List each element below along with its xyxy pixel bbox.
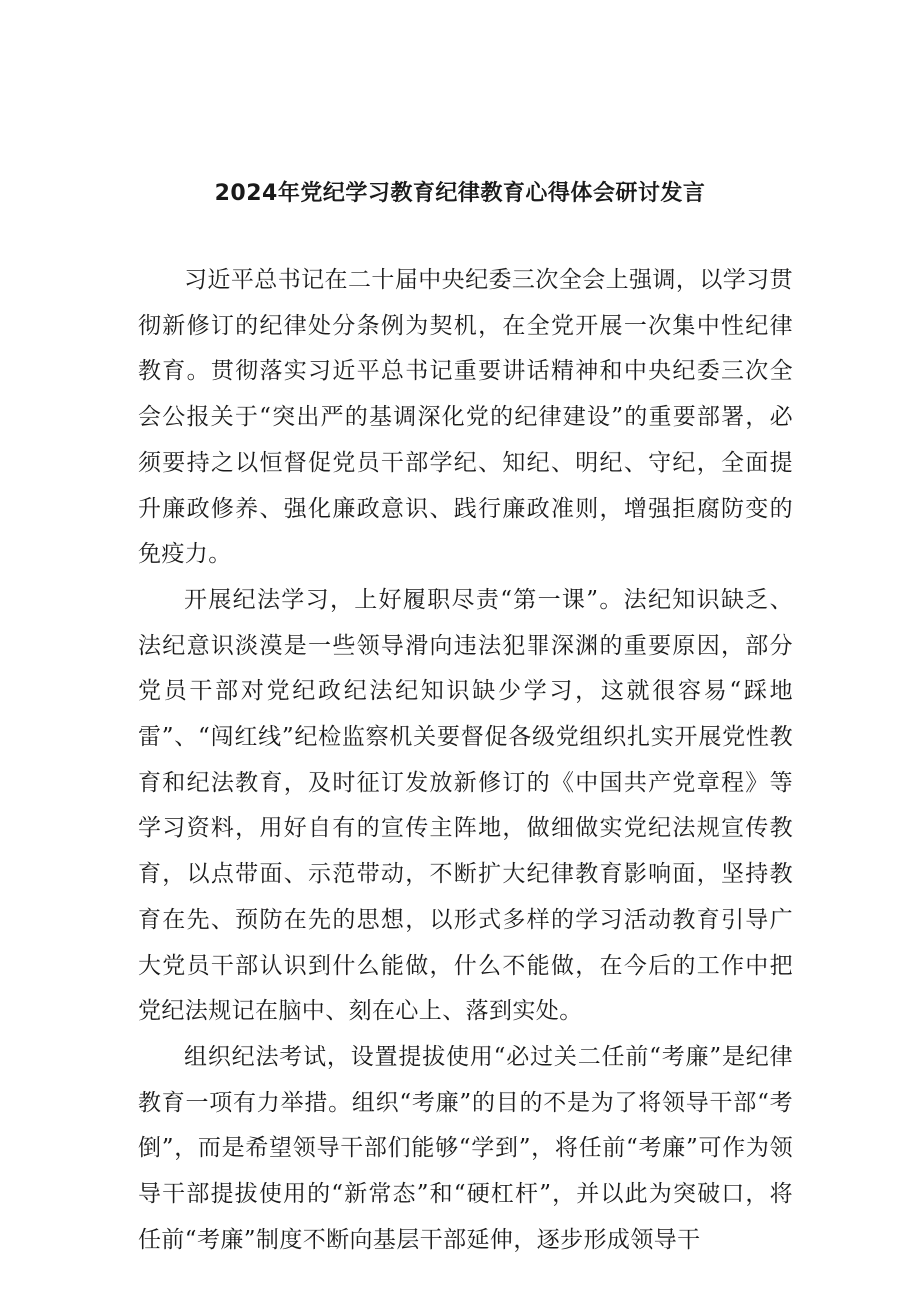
document-body [138,258,793,1263]
paragraph: 开展纪法学习，上好履职尽责“第一课”。法纪知识缺乏、法纪意识淡漠是一些领导滑向违法犯罪深渊的重要原因，部分党员干部对党纪政纪法纪知识缺少学习，这就很容易“踩地雷”、“闯红线”纪检监察机关要督促各级党组织扎实开展党性教育和纪法教育，及时征订发放新修订的《中国共产党章程》等学习资料，用好自有的宣传主阵地，做细做实党纪法规宣传教育，以点带面、示范带动，不断扩大纪律教育影响面，坚持教育在先、预防在先的思想，以形式多样的学习活动教育引导广大党员干部认识到什么能做，什么不能做，在今后的工作中把党纪法规记在脑中、刻在心上、落到实处。 [138,586,793,1025]
document-title: 2024年党纪学习教育纪律教育心得体会研讨发言 [214,181,706,206]
paragraph: 组织纪法考试，设置提拔使用“必过关二任前“考廉”是纪律教育一项有力举措。组织“考廉”的目的不是为了将领导干部“考倒”，而是希望领导干部们能够“学到”，将任前“考廉”可作为领导干部提拔使用的“新常态”和“硬杠杆”，并以此为突破口，将任前“考廉”制度不断向基层干部延伸，逐步形成领导干 [138,1043,793,1253]
paragraph: 习近平总书记在二十届中央纪委三次全会上强调，以学习贯彻新修订的纪律处分条例为契机，在全党开展一次集中性纪律教育。贯彻落实习近平总书记重要讲话精神和中央纪委三次全会公报关于“突出严的基调深化党的纪律建设”的重要部署，必须要持之以恒督促党员干部学纪、知纪、明纪、守纪，全面提升廉政修养、强化廉政意识、践行廉政准则，增强拒腐防变的免疫力。 [138,267,793,568]
